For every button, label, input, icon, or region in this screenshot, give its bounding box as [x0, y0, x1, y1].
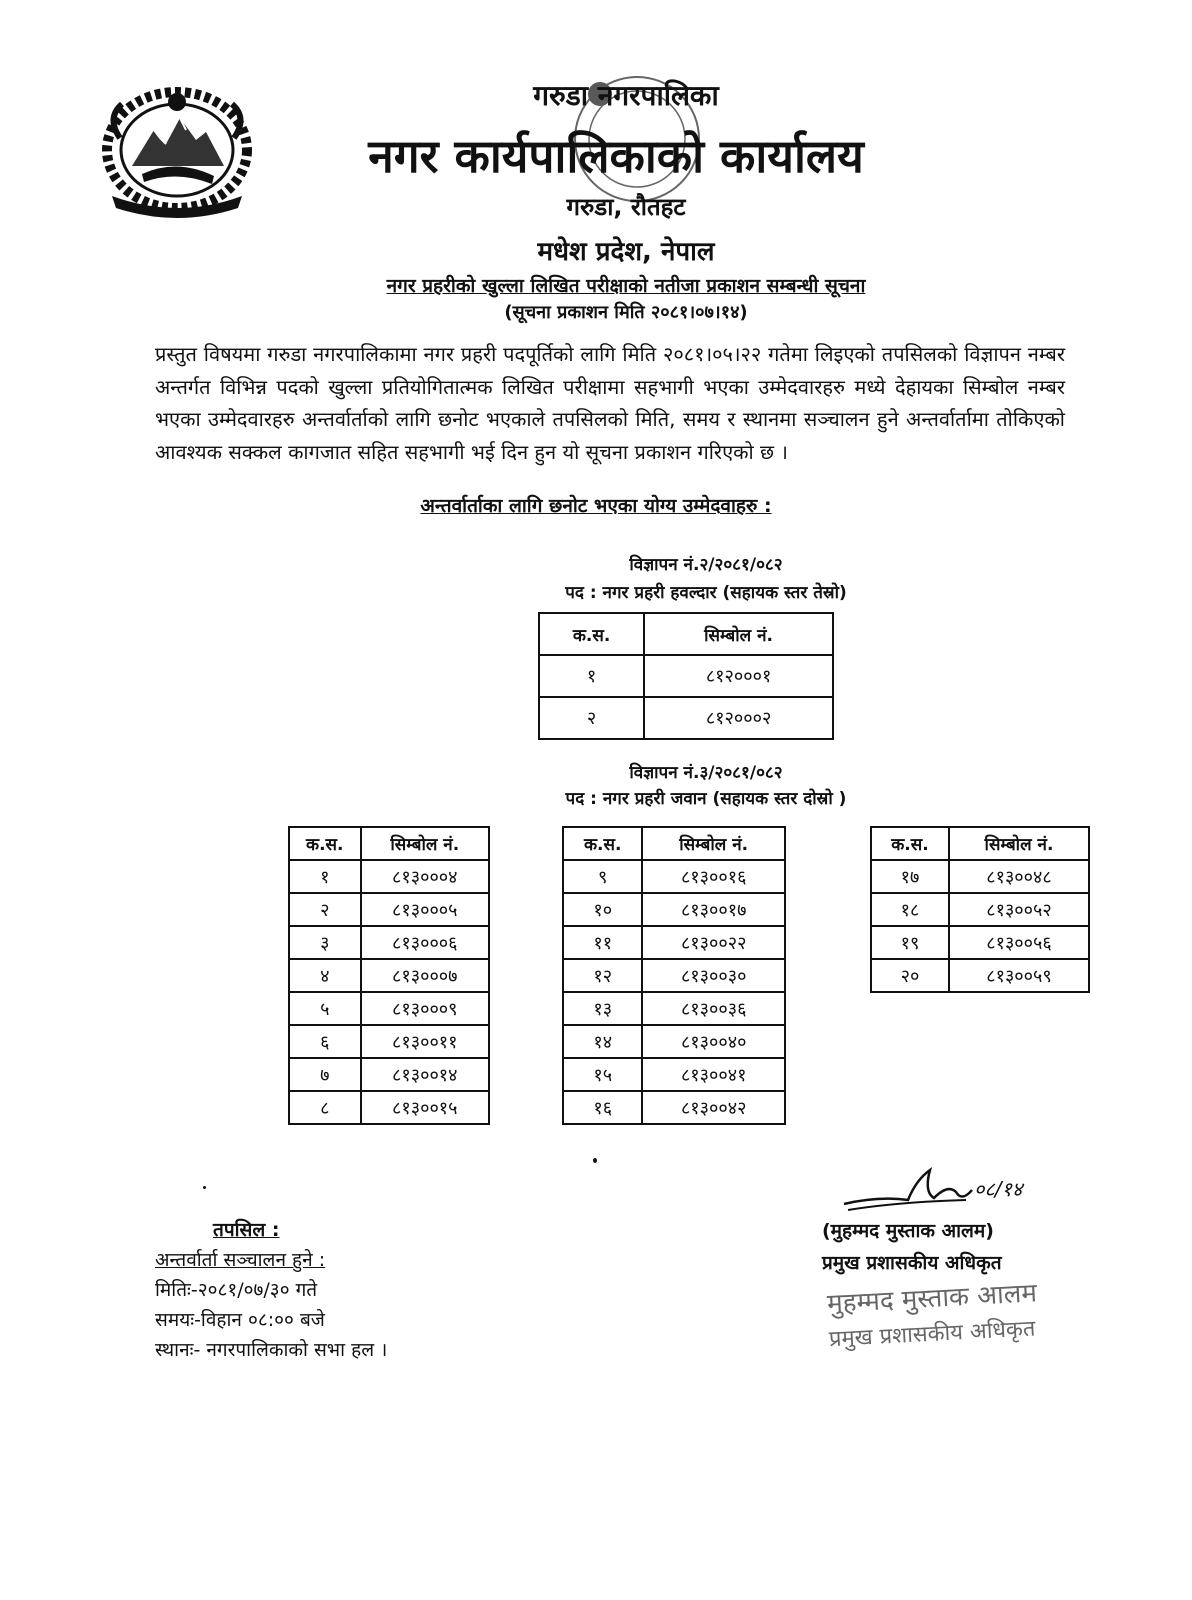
- symbol-number: ८१३००२२: [642, 926, 785, 959]
- signatory-block: [822, 1215, 1002, 1279]
- column-header-symbol: सिम्बोल नं.: [949, 827, 1089, 860]
- province-country: मधेश प्रदेश, नेपाल: [537, 237, 715, 267]
- table-row: [563, 992, 785, 1025]
- serial-number: १९: [871, 926, 949, 959]
- serial-number: ६: [289, 1025, 361, 1058]
- symbol-number: ८१३००३०: [642, 959, 785, 992]
- serial-number: ११: [563, 926, 642, 959]
- advert-2-post: पद : नगर प्रहरी जवान (सहायक स्तर दोस्रो ): [565, 789, 847, 809]
- serial-number: ८: [289, 1091, 361, 1124]
- serial-number: २०: [871, 959, 949, 992]
- symbol-number: ८१३००५२: [949, 893, 1089, 926]
- office-name: नगर कार्यपालिकाको कार्यालय: [368, 129, 864, 183]
- symbol-number: ८१३००११: [361, 1025, 489, 1058]
- table-row: [289, 926, 489, 959]
- table-row: [871, 893, 1089, 926]
- advert-1-results-table: [538, 612, 834, 740]
- serial-number: १: [539, 655, 644, 697]
- table-row: [563, 860, 785, 893]
- symbol-number: ८१३००४२: [642, 1091, 785, 1124]
- advert-2-results-table-b: [562, 826, 786, 1125]
- serial-number: ४: [289, 959, 361, 992]
- signatory-designation: प्रमुख प्रशासकीय अधिकृत: [822, 1252, 1002, 1274]
- interview-time: समयः-विहान ०८:०० बजे: [155, 1309, 325, 1331]
- office-location: गरुडा, रौतहट: [566, 193, 686, 221]
- table-row: [563, 926, 785, 959]
- serial-number: २: [539, 697, 644, 739]
- details-title: तपसिल :: [213, 1219, 280, 1241]
- table-row: [563, 893, 785, 926]
- column-header-symbol: सिम्बोल नं.: [644, 613, 833, 655]
- selected-candidates-heading: अन्तर्वार्ताका लागि छनोट भएका योग्य उम्मेदवाहरु :: [420, 495, 772, 517]
- column-header-sn: क.स.: [289, 827, 361, 860]
- symbol-number: ८१३००४८: [949, 860, 1089, 893]
- symbol-number: ८१३००५९: [949, 959, 1089, 992]
- serial-number: १०: [563, 893, 642, 926]
- stamp-designation: प्रमुख प्रशासकीय अधिकृत: [828, 1316, 1036, 1353]
- interview-details: [155, 1215, 387, 1365]
- table-row: [539, 655, 833, 697]
- signature-date: ०८/१४: [974, 1177, 1023, 1201]
- symbol-number: ८१३००३६: [642, 992, 785, 1025]
- serial-number: १२: [563, 959, 642, 992]
- serial-number: १७: [871, 860, 949, 893]
- serial-number: ३: [289, 926, 361, 959]
- serial-number: १: [289, 860, 361, 893]
- serial-number: १४: [563, 1025, 642, 1058]
- advert-1-post: पद : नगर प्रहरी हवल्दार (सहायक स्तर तेस्रो): [565, 583, 847, 603]
- symbol-number: ८१३००१७: [642, 893, 785, 926]
- advert-2-results-table-a: [288, 826, 490, 1125]
- advert-2-results-table-c: [870, 826, 1090, 993]
- table-row: [289, 992, 489, 1025]
- table-row: [289, 1091, 489, 1124]
- handwritten-signature-icon: [838, 1162, 1058, 1222]
- serial-number: १५: [563, 1058, 642, 1091]
- column-header-symbol: सिम्बोल नं.: [642, 827, 785, 860]
- serial-number: १३: [563, 992, 642, 1025]
- serial-number: १८: [871, 893, 949, 926]
- table-row: [563, 959, 785, 992]
- table-row: [539, 697, 833, 739]
- advert-1-number: विज्ञापन नं.२/२०८१/०८२: [629, 555, 783, 575]
- table-row: [563, 1091, 785, 1124]
- table-row: [289, 860, 489, 893]
- symbol-number: ८१३००४१: [642, 1058, 785, 1091]
- symbol-number: ८१३०००७: [361, 959, 489, 992]
- table-row: [289, 893, 489, 926]
- table-row: [289, 959, 489, 992]
- table-row: [871, 926, 1089, 959]
- table-row: [563, 1025, 785, 1058]
- details-subtitle: अन्तर्वार्ता सञ्चालन हुने :: [155, 1249, 326, 1271]
- symbol-number: ८१३०००६: [361, 926, 489, 959]
- serial-number: ५: [289, 992, 361, 1025]
- municipality-name: गरुडा नगरपालिका: [533, 79, 719, 112]
- serial-number: २: [289, 893, 361, 926]
- official-stamp: [826, 1274, 1069, 1358]
- symbol-number: ८१२०००२: [644, 697, 833, 739]
- scan-speck: [593, 1158, 597, 1163]
- scan-speck: [203, 1186, 206, 1189]
- advert-2-number: विज्ञापन नं.३/२०८१/०८२: [629, 763, 783, 783]
- symbol-number: ८१३०००५: [361, 893, 489, 926]
- column-header-symbol: सिम्बोल नं.: [361, 827, 489, 860]
- notice-paragraph: प्रस्तुत विषयमा गरुडा नगरपालिकामा नगर प्रहरी पदपूर्तिको लागि मिति २०८१।०५।२२ गतेमा लिइएको तपसिलको विज्ञापन नम्बर अन्तर्गत विभिन्न पदको खुल्ला प्रतियोगितात्मक लिखित परीक्षामा सहभागी भएका उम्मेदवारहरु मध्ये देहायका सिम्बोल नम्बर भएका उम्मेदवारहरु अन्तर्वार्ताको लागि छनोट भएकाले तपसिलको मिति, समय र स्थानमा सञ्चालन हुने अन्तर्वार्तामा तोकिएको आवश्यक सक्कल कागजात सहित सहभागी भई दिन हुन यो सूचना प्रकाशन गरिएको छ ।: [155, 342, 1065, 464]
- serial-number: ७: [289, 1058, 361, 1091]
- table-row: [871, 860, 1089, 893]
- column-header-sn: क.स.: [563, 827, 642, 860]
- stamp-name: मुहम्मद मुस्ताक आलम: [826, 1278, 1038, 1320]
- table-row: [563, 1058, 785, 1091]
- table-row: [871, 959, 1089, 992]
- symbol-number: ८१३००१६: [642, 860, 785, 893]
- signatory-name: (मुहम्मद मुस्ताक आलम): [822, 1220, 994, 1242]
- symbol-number: ८१३००१४: [361, 1058, 489, 1091]
- interview-venue: स्थानः- नगरपालिकाको सभा हल ।: [155, 1339, 388, 1361]
- symbol-number: ८१३०००४: [361, 860, 489, 893]
- notice-subject: नगर प्रहरीको खुल्ला लिखित परीक्षाको नतीजा प्रकाशन सम्बन्धी सूचना: [386, 275, 866, 297]
- symbol-number: ८१३००५६: [949, 926, 1089, 959]
- symbol-number: ८१३००४०: [642, 1025, 785, 1058]
- serial-number: ९: [563, 860, 642, 893]
- interview-date: मितिः-२०८१/०७/३० गते: [155, 1279, 318, 1301]
- symbol-number: ८१३००१५: [361, 1091, 489, 1124]
- symbol-number: ८१२०००१: [644, 655, 833, 697]
- column-header-sn: क.स.: [539, 613, 644, 655]
- table-row: [289, 1025, 489, 1058]
- symbol-number: ८१३०००९: [361, 992, 489, 1025]
- serial-number: १६: [563, 1091, 642, 1124]
- notice-publish-date: (सूचना प्रकाशन मिति २०८१।०७।१४): [504, 302, 748, 323]
- column-header-sn: क.स.: [871, 827, 949, 860]
- table-row: [289, 1058, 489, 1091]
